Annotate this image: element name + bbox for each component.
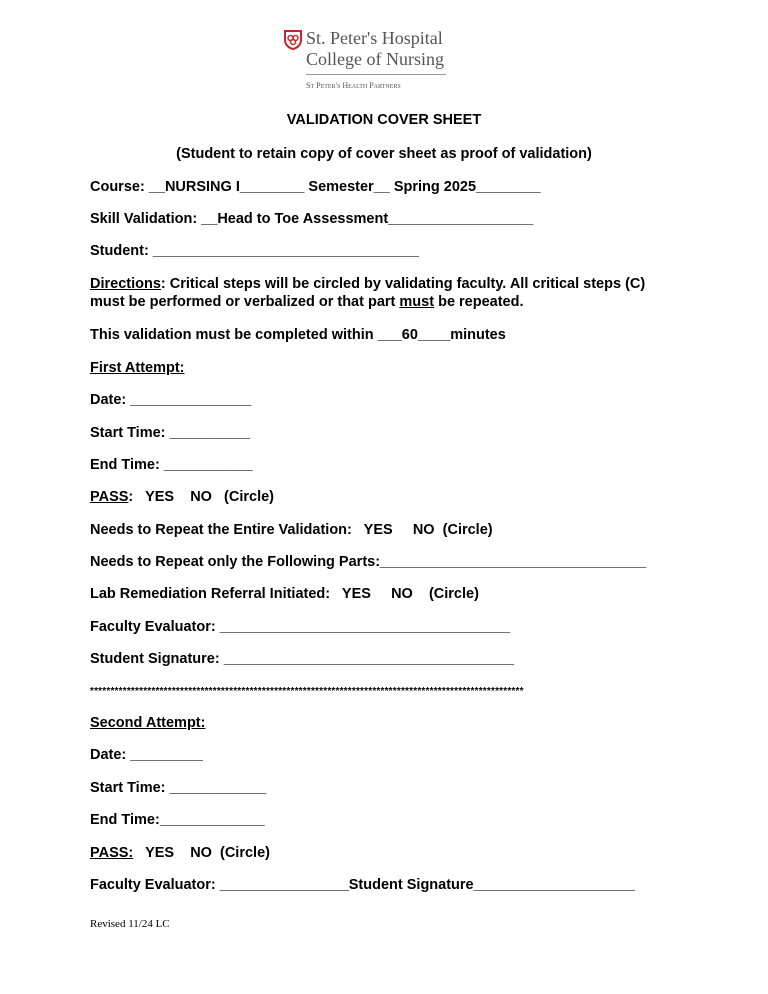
repeat-entire: Needs to Repeat the Entire Validation: YES NO (Circle) (90, 522, 493, 538)
pass-label: PASS: (90, 845, 134, 861)
directions (90, 275, 645, 293)
skill-line: Skill Validation: __Head to Toe Assessment__________________ (90, 211, 534, 227)
page-title: VALIDATION COVER SHEET (286, 112, 482, 128)
directions-label: Directions (90, 276, 161, 292)
lab-remediation: Lab Remediation Referral Initiated: YES NO (Circle) (90, 586, 479, 602)
student-line: Student: _________________________________ (90, 243, 419, 259)
logo-line1: St. Peter's Hospital (306, 28, 443, 48)
first-date: Date: _______________ (90, 392, 252, 408)
first-end-time: End Time: ___________ (90, 457, 253, 473)
second-end-time: End Time:_____________ (90, 812, 265, 828)
second-pass (90, 844, 270, 862)
subtitle: (Student to retain copy of cover sheet as proof of validation) (176, 146, 592, 162)
separator: ********************************************************************************************************** (90, 686, 524, 697)
pass-label: PASS (90, 489, 129, 505)
revision-footer: Revised 11/24 LC (90, 918, 170, 930)
directions-text: : Critical steps will be circled by validating faculty. All critical steps (C) (160, 276, 646, 292)
logo-line3: St Peter's Health Partners (306, 81, 401, 90)
repeat-parts: Needs to Repeat only the Following Parts:_________________________________ (90, 554, 647, 570)
logo-line2: College of Nursing (306, 49, 444, 69)
shield-icon (284, 30, 302, 50)
pass-options: : YES NO (Circle) (128, 489, 274, 505)
second-date: Date: _________ (90, 747, 203, 763)
time-limit: This validation must be completed within ___60____minutes (90, 327, 506, 343)
must-emphasis: must (399, 294, 435, 310)
directions-text: must be performed or verbalized or that part (90, 294, 400, 310)
directions-2 (90, 293, 524, 311)
pass-options: YES NO (Circle) (133, 845, 270, 861)
first-signature: Student Signature: ____________________________________ (90, 651, 515, 667)
college-logo (284, 28, 454, 98)
course-line: Course: __NURSING I________ Semester__ Spring 2025________ (90, 179, 541, 195)
first-attempt-heading: First Attempt: (90, 360, 185, 376)
second-start-time: Start Time: ____________ (90, 780, 267, 796)
first-pass (90, 488, 274, 506)
directions-text: be repeated. (434, 294, 524, 310)
first-faculty: Faculty Evaluator: ____________________________________ (90, 619, 511, 635)
second-attempt-heading: Second Attempt: (90, 715, 206, 731)
second-faculty-signature: Faculty Evaluator: ________________Student Signature____________________ (90, 877, 635, 893)
first-start-time: Start Time: __________ (90, 425, 251, 441)
